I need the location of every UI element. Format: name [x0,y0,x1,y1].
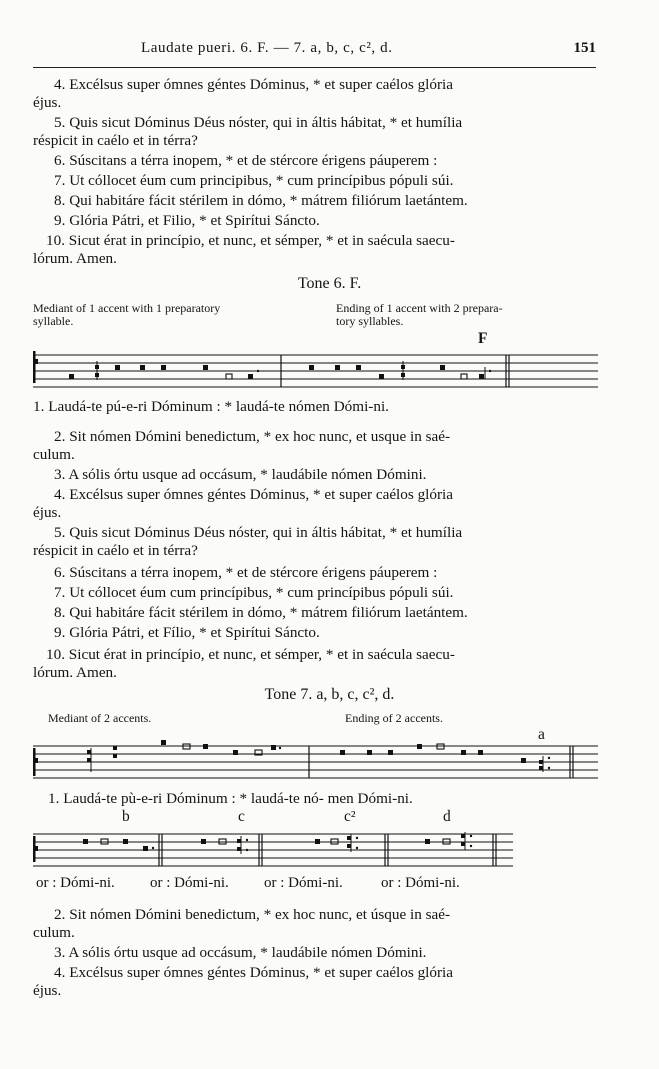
verse-line: 8. Qui habitáre fácit stérilem in dómo, * mátrem filiórum laetántem. [54,192,468,209]
note-line: Ending of 1 accent with 2 prepara- [336,301,503,315]
note-line: syllable. [33,314,74,328]
note-line: tory syllables. [336,314,404,328]
tone-7-staff-a [33,738,598,786]
header-rule [33,67,596,68]
verse-line: 6. Súscitans a térra inopem, * et de stércore érigens páuperem : [54,152,438,169]
tone-6-text-line: 1. Laudá-te pú-e-ri Dóminum : * laudá-te nómen Dómi-ni. [33,398,389,415]
tone-7-title: Tone 7. a, b, c, c², d. [264,686,395,703]
verse-line: culum. [33,446,75,463]
verse-line: lórum. Amen. [33,664,117,681]
verse-line: 3. A sólis órtu usque ad occásum, * laudábile nómen Dómini. [54,944,427,961]
verse-line: 7. Ut cóllocet éum cum principibus, * cum princípibus pópuli súi. [54,172,454,189]
tone-6-ending-note [336,302,503,328]
verse-line: 5. Quis sicut Dóminus Déus nóster, qui in áltis hábitat, * et humília [54,114,463,131]
tone-7-ending-label-c: c [238,808,245,825]
tone-7-ending-label-c2: c² [344,808,356,825]
verse-line: 10. Sicut érat in princípio, et nunc, et sémper, * et in saécula saecu- [46,232,455,249]
tone-7-text-line: 1. Laudá-te pù-e-ri Dóminum : * laudá-te nó- men Dómi-ni. [48,790,413,807]
verse-line: 4. Excélsus super ómnes géntes Dóminus, * et super caélos glória [54,76,454,93]
verse-line: 8. Qui habitáre fácit stérilem in dómo, * mátrem filiórum laetántem. [54,604,468,621]
alt-ending-c2: or : Dómi-ni. [264,875,343,891]
tone-7-ending-label-a: a [538,726,545,743]
verse-line: réspicit in caélo et in térra? [33,132,198,149]
tone-7-mediant-note: Mediant of 2 accents. [48,711,152,725]
alt-ending-b: or : Dómi-ni. [36,875,115,891]
note-line: Mediant of 1 accent with 1 preparatory [33,301,221,315]
verse-line: culum. [33,924,75,941]
verse-line: réspicit in caélo et in térra? [33,542,198,559]
page-header [33,40,596,60]
alt-ending-c: or : Dómi-ni. [150,875,229,891]
tone-7-ending-label-b: b [122,808,130,825]
alt-ending-d: or : Dómi-ni. [381,875,460,891]
verse-line: lórum. Amen. [33,250,117,267]
tone-6-ending-label: F [478,330,488,347]
tone-7-ending-note: Ending of 2 accents. [345,711,443,725]
running-head: Laudate pueri. 6. F. — 7. a, b, c, c², d. [141,40,393,56]
verse-line: 9. Glória Pátri, et Filio, * et Spirítui Sáncto. [54,212,320,229]
verse-line: éjus. [33,94,62,111]
verse-line: 4. Excélsus super ómnes géntes Dóminus, * et super caélos glória [54,486,454,503]
verse-line: 6. Súscitans a térra inopem, * et de stércore érigens páuperem : [54,564,438,581]
tone-6-title: Tone 6. F. [297,275,362,292]
tone-7-staff-endings [33,828,513,872]
verse-line: 10. Sicut érat in princípio, et nunc, et sémper, * et in saécula saecu- [46,646,455,663]
verse-line: 2. Sit nómen Dómini benedictum, * ex hoc nunc, et úsque in saé- [54,906,451,923]
verse-line: éjus. [33,504,62,521]
tone-7-ending-label-d: d [443,808,451,825]
verse-line: 3. A sólis órtu usque ad occásum, * laudábile nómen Dómini. [54,466,427,483]
verse-line: 5. Quis sicut Dóminus Déus nóster, qui in áltis hábitat, * et humília [54,524,463,541]
verse-line: 7. Ut cóllocet éum cum princípibus, * cum princípibus pópuli súi. [54,584,454,601]
verse-line: 2. Sit nómen Dómini benedictum, * ex hoc nunc, et usque in saé- [54,428,451,445]
verse-line: éjus. [33,982,62,999]
verse-line: 9. Glória Pátri, et Fílio, * et Spirítui Sáncto. [54,624,320,641]
page-number: 151 [573,40,596,56]
verse-line: 4. Excélsus super ómnes géntes Dóminus, * et super caélos glória [54,964,454,981]
tone-6-mediant-note [33,302,220,328]
tone-6-staff [33,345,598,395]
